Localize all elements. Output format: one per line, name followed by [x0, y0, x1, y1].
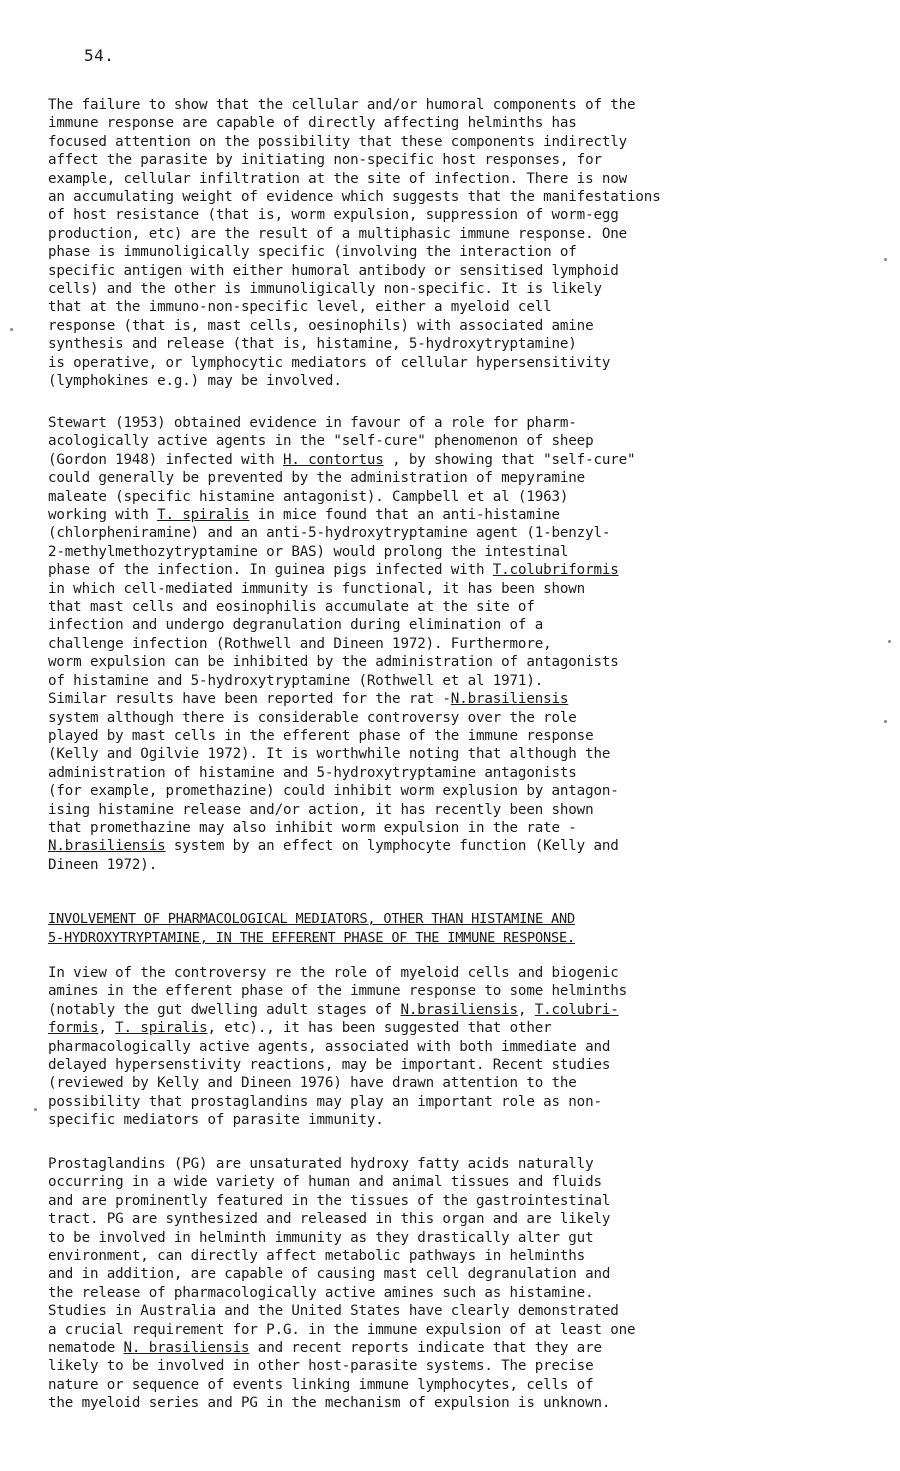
text-line: (Gordon 1948) infected with H. contortus , by showing that "self-cure" — [48, 451, 636, 468]
scan-speck — [888, 640, 891, 643]
text-line: Stewart (1953) obtained evidence in favour of a role for pharm- — [48, 415, 577, 431]
text-line: Prostaglandins (PG) are unsaturated hydroxy fatty acids naturally — [48, 1156, 594, 1172]
page-number: 54. — [84, 46, 115, 65]
text-line: Dineen 1972). — [48, 856, 158, 873]
text-line: system although there is considerable controversy over the role — [48, 709, 577, 726]
text-line: challenge infection (Rothwell and Dineen 1972). Furthermore, — [48, 635, 552, 652]
text-line: is operative, or lymphocytic mediators of cellular hypersensitivity — [48, 354, 611, 371]
text-line: possibility that prostaglandins may play an important role as non- — [48, 1093, 602, 1110]
text-line: played by mast cells in the efferent phase of the immune response — [48, 727, 594, 744]
text-line: environment, can directly affect metabolic pathways in helminths — [48, 1248, 586, 1265]
text-line: working with T. spiralis in mice found that an anti-histamine — [48, 507, 560, 524]
text-line: cells) and the other is immunoligically non-specific. It is likely — [48, 281, 602, 298]
text-line: the myeloid series and PG in the mechanism of expulsion is unknown. — [48, 1395, 611, 1412]
text-line: that promethazine may also inhibit worm expulsion in the rate - — [48, 819, 577, 836]
text-line: delayed hypersenstivity reactions, may be important. Recent studies — [48, 1057, 611, 1074]
text-line: likely to be involved in other host-parasite systems. The precise — [48, 1358, 594, 1375]
text-line: occurring in a wide variety of human and animal tissues and fluids — [48, 1174, 602, 1191]
text-line: maleate (specific histamine antagonist). Campbell et al (1963) — [48, 488, 569, 505]
text-line: formis, T. spiralis, etc)., it has been suggested that other — [48, 1020, 552, 1037]
text-line: of host resistance (that is, worm expulsion, suppression of worm-egg — [48, 207, 619, 224]
text-line: specific mediators of parasite immunity. — [48, 1112, 384, 1129]
text-line: pharmacologically active agents, associated with both immediate and — [48, 1038, 611, 1055]
text-line: In view of the controversy re the role of myeloid cells and biogenic — [48, 965, 619, 981]
text-line: nematode N. brasiliensis and recent reports indicate that they are — [48, 1340, 602, 1357]
text-line: immune response are capable of directly affecting helminths has — [48, 115, 577, 132]
text-line: to be involved in helminth immunity as they drastically alter gut — [48, 1229, 594, 1246]
text-line: infection and undergo degranulation during elimination of a — [48, 617, 544, 634]
scan-speck — [884, 720, 887, 723]
text-line: in which cell-mediated immunity is functional, it has been shown — [48, 580, 586, 597]
paragraph-3 — [48, 964, 848, 1130]
scan-speck — [34, 1108, 37, 1111]
text-line: (Kelly and Ogilvie 1972). It is worthwhile noting that although the — [48, 746, 611, 763]
text-line: Studies in Australia and the United States have clearly demonstrated — [48, 1303, 619, 1320]
text-line: 2-methylmethozytryptamine or BAS) would prolong the intestinal — [48, 543, 569, 560]
text-line: and in addition, are capable of causing mast cell degranulation and — [48, 1266, 611, 1283]
text-line: (notably the gut dwelling adult stages of N.brasiliensis, T.colubri- — [48, 1001, 619, 1018]
text-line: of histamine and 5-hydroxytryptamine (Rothwell et al 1971). — [48, 672, 544, 689]
text-line: production, etc) are the result of a multiphasic immune response. One — [48, 225, 628, 242]
section-heading — [48, 910, 848, 948]
text-line: (reviewed by Kelly and Dineen 1976) have drawn attention to the — [48, 1075, 577, 1092]
text-line: administration of histamine and 5-hydroxytryptamine antagonists — [48, 764, 577, 781]
text-line: phase of the infection. In guinea pigs infected with T.colubriformis — [48, 562, 619, 579]
text-line: worm expulsion can be inhibited by the administration of antagonists — [48, 654, 619, 671]
text-line: that at the immuno-non-specific level, either a myeloid cell — [48, 299, 552, 316]
scan-speck — [10, 328, 13, 331]
text-line: (chlorpheniramine) and an anti-5-hydroxytryptamine agent (1-benzyl- — [48, 525, 611, 542]
text-line: the release of pharmacologically active amines such as histamine. — [48, 1284, 594, 1301]
text-line: (for example, promethazine) could inhibit worm explusion by antagon- — [48, 783, 619, 800]
paragraph-1 — [48, 96, 848, 391]
text-line: focused attention on the possibility that these components indirectly — [48, 133, 628, 150]
text-line: example, cellular infiltration at the site of infection. There is now — [48, 170, 628, 187]
text-line: phase is immunoligically specific (involving the interaction of — [48, 244, 577, 261]
text-line: response (that is, mast cells, oesinophils) with associated amine — [48, 317, 594, 334]
text-line: nature or sequence of events linking immune lymphocytes, cells of — [48, 1376, 594, 1393]
section-heading-line: 5-HYDROXYTRYPTAMINE, IN THE EFFERENT PHASE OF THE IMMUNE RESPONSE. — [48, 930, 575, 946]
text-line: a crucial requirement for P.G. in the immune expulsion of at least one — [48, 1321, 636, 1338]
text-line: an accumulating weight of evidence which suggests that the manifestations — [48, 189, 661, 206]
text-line: could generally be prevented by the administration of mepyramine — [48, 470, 586, 487]
text-line: acologically active agents in the "self-cure" phenomenon of sheep — [48, 433, 594, 450]
text-line: The failure to show that the cellular and/or humoral components of the — [48, 97, 636, 113]
text-line: and are prominently featured in the tissues of the gastrointestinal — [48, 1192, 611, 1209]
text-line: ising histamine release and/or action, it has recently been shown — [48, 801, 594, 818]
text-line: N.brasiliensis system by an effect on lymphocyte function (Kelly and — [48, 838, 619, 855]
text-line: (lymphokines e.g.) may be involved. — [48, 373, 342, 390]
text-line: Similar results have been reported for the rat -N.brasiliensis — [48, 691, 569, 708]
text-line: that mast cells and eosinophilis accumulate at the site of — [48, 599, 535, 616]
text-line: affect the parasite by initiating non-specific host responses, for — [48, 152, 602, 169]
scan-speck — [884, 258, 887, 261]
paragraph-2 — [48, 414, 848, 874]
text-line: tract. PG are synthesized and released in this organ and are likely — [48, 1211, 611, 1228]
text-line: synthesis and release (that is, histamine, 5-hydroxytryptamine) — [48, 336, 577, 353]
text-line: specific antigen with either humoral antibody or sensitised lymphoid — [48, 262, 619, 279]
section-heading-line: INVOLVEMENT OF PHARMACOLOGICAL MEDIATORS, OTHER THAN HISTAMINE AND — [48, 911, 575, 927]
paragraph-4 — [48, 1155, 848, 1413]
text-line: amines in the efferent phase of the immune response to some helminths — [48, 983, 628, 1000]
